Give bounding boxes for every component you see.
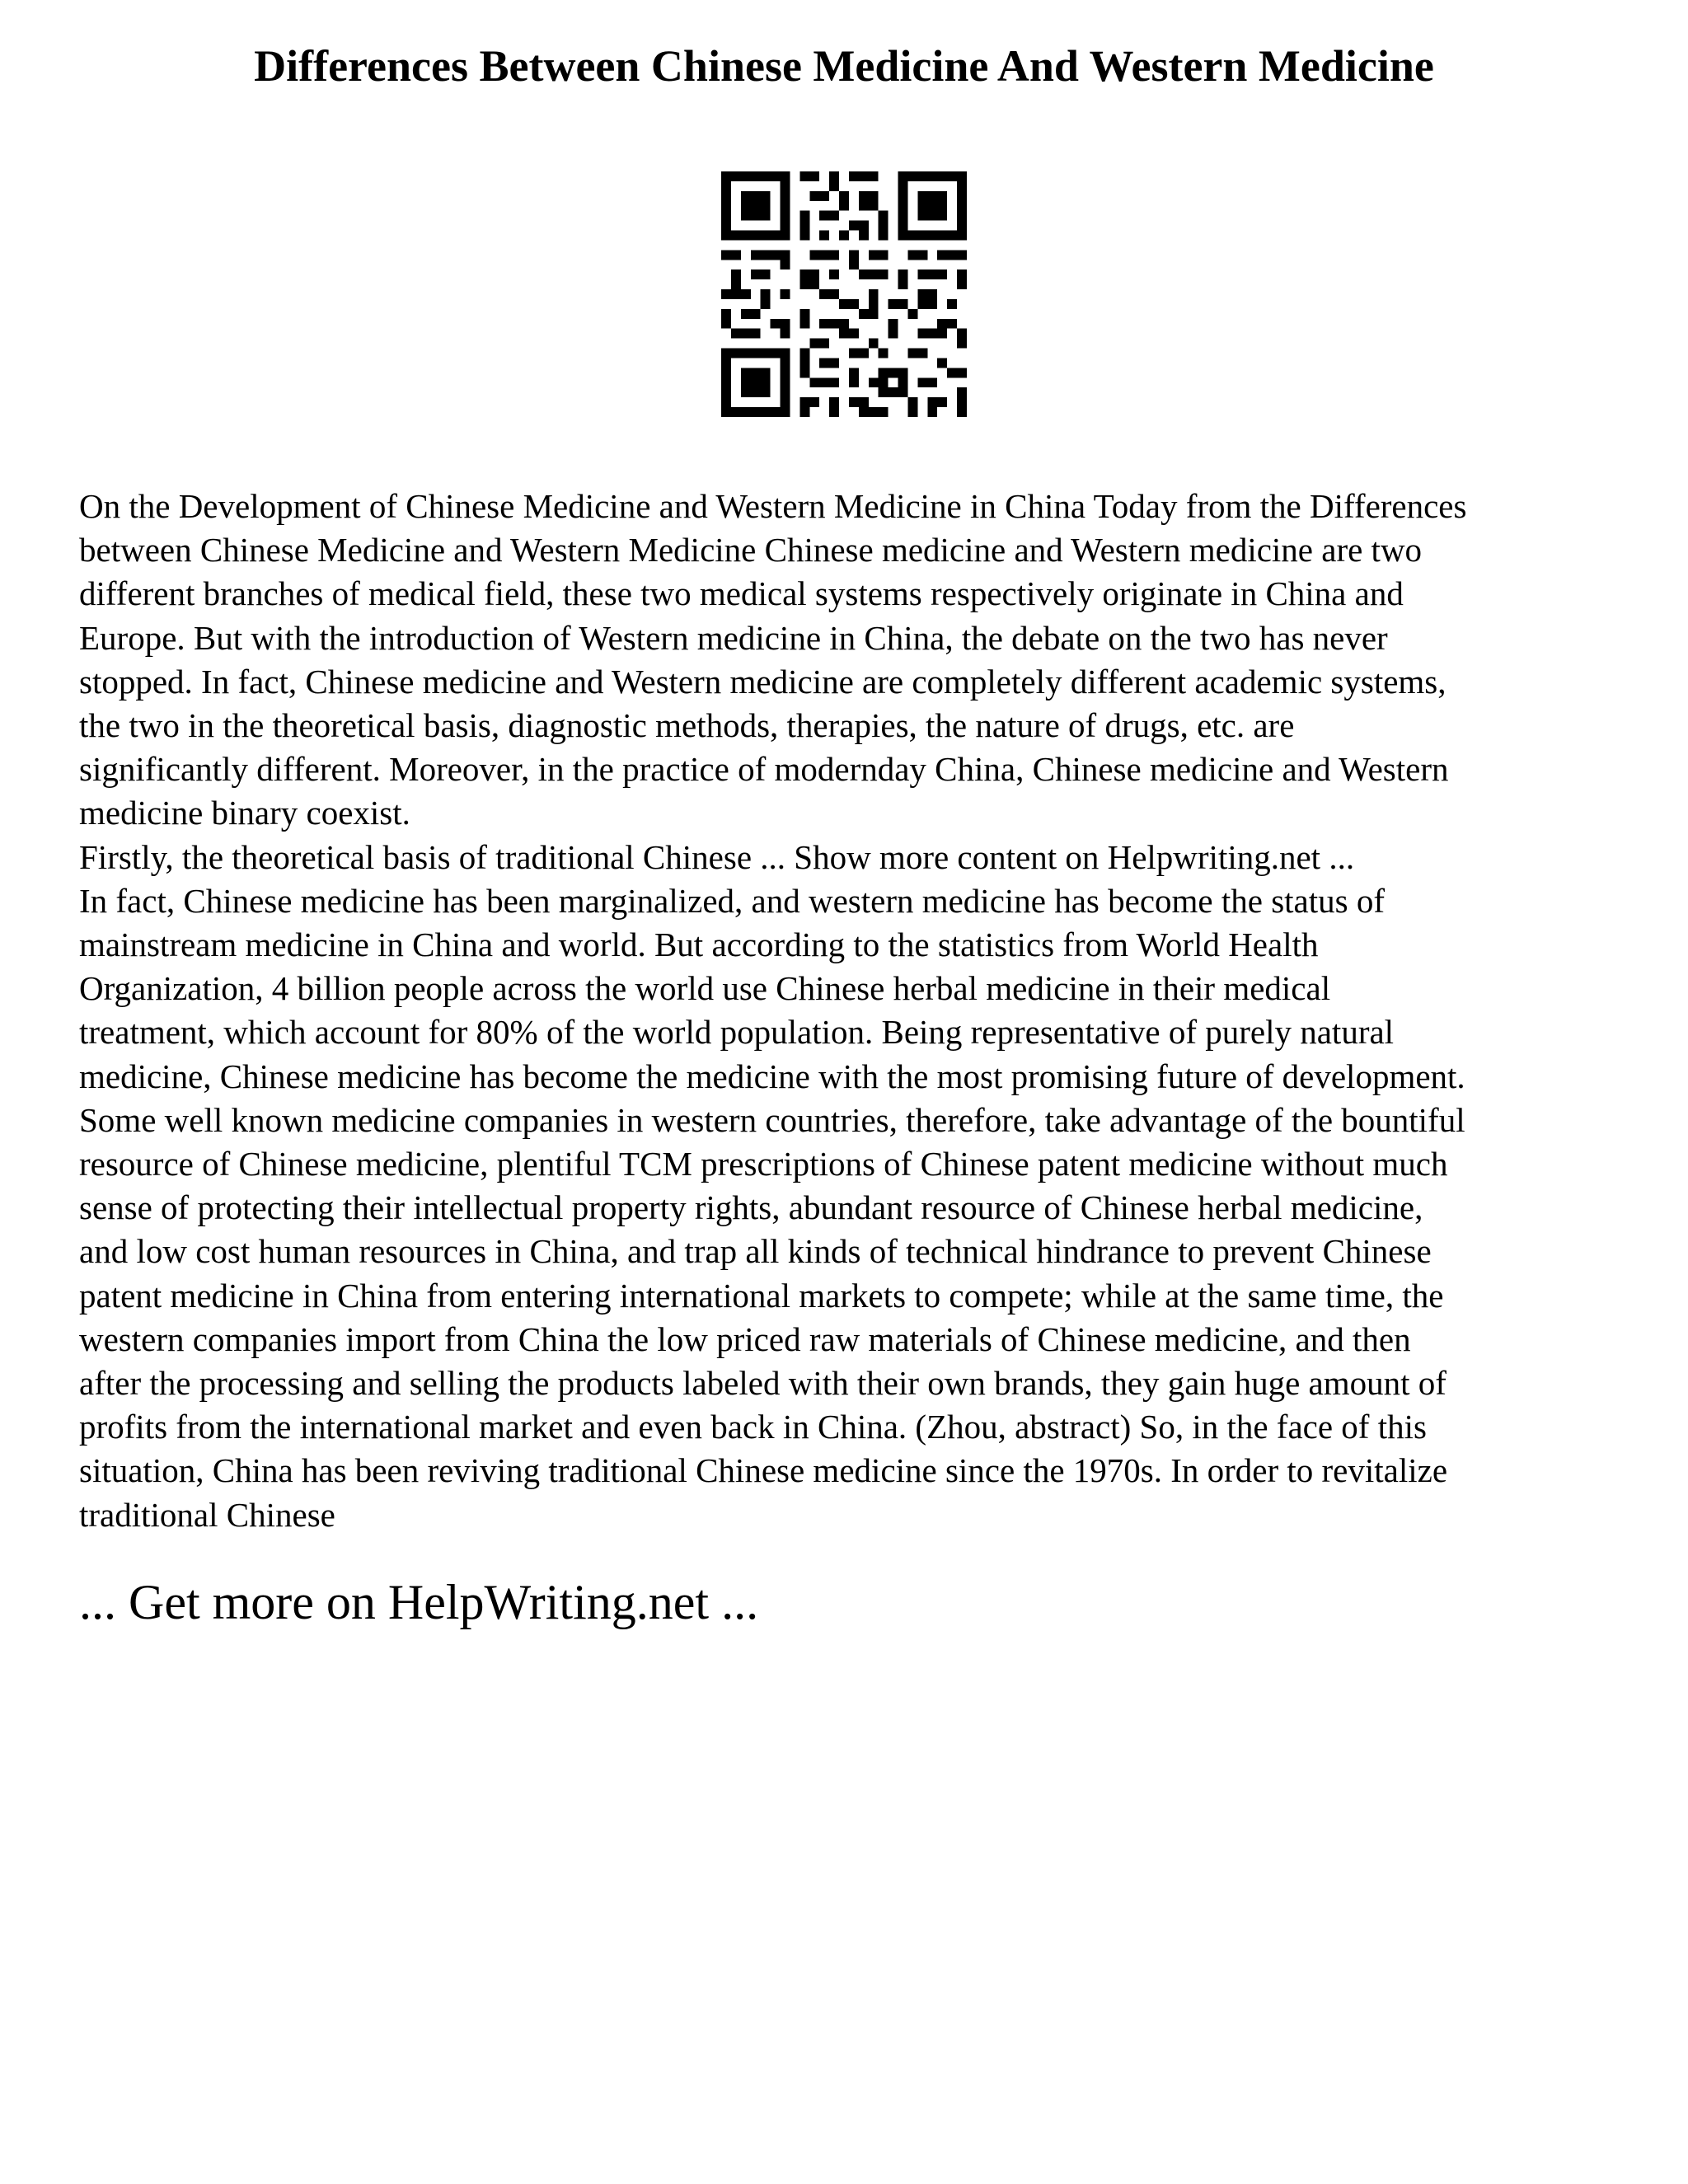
get-more-link[interactable]: ... Get more on HelpWriting.net ... [79, 1575, 759, 1629]
paragraph-intro: On the Development of Chinese Medicine and Western Medicine in China Today from the Differences between Chinese Medicine and Western Medicine Chinese medicine and Western medicine are two different branches of medical field, these two medical systems respectively originate in China and Europe. But with the introduction of Western medicine in China, the debate on the two has never stopped. In fact, Chinese medicine and Western medicine are completely different academic systems, the two in the theoretical basis, diagnostic methods, therapies, the nature of drugs, etc. are significantly different. Moreover, in the practice of modernday China, Chinese medicine and Western medicine binary coexist. [79, 487, 1467, 832]
qr-code-icon [721, 171, 967, 417]
page-title: Differences Between Chinese Medicine And Western Medicine [254, 41, 1434, 91]
article-body [79, 485, 1620, 1537]
paragraph-preview-link: Firstly, the theoretical basis of traditional Chinese ... Show more content on Helpwriting.net ... [79, 837, 1355, 876]
paragraph-main: In fact, Chinese medicine has been marginalized, and western medicine has become the status of mainstream medicine in China and world. But according to the statistics from World Health Organization, 4 billion people across the world use Chinese herbal medicine in their medical treatment, which account for 80% of the world population. Being representative of purely natural medicine, Chinese medicine has become the medicine with the most promising future of development. Some well known medicine companies in western countries, therefore, take advantage of the bountiful resource of Chinese medicine, plentiful TCM prescriptions of Chinese patent medicine without much sense of protecting their intellectual property rights, abundant resource of Chinese herbal medicine, and low cost human resources in China, and trap all kinds of technical hindrance to prevent Chinese patent medicine in China from entering international markets to compete; while at the same time, the western companies import from China the low priced raw materials of Chinese medicine, and then after the processing and selling the products labeled with their own brands, they gain huge amount of profits from the international market and even back in China. (Zhou, abstract) So, in the face of this situation, China has been reviving traditional Chinese medicine since the 1970s. In order to revitalize traditional Chinese [79, 881, 1465, 1534]
